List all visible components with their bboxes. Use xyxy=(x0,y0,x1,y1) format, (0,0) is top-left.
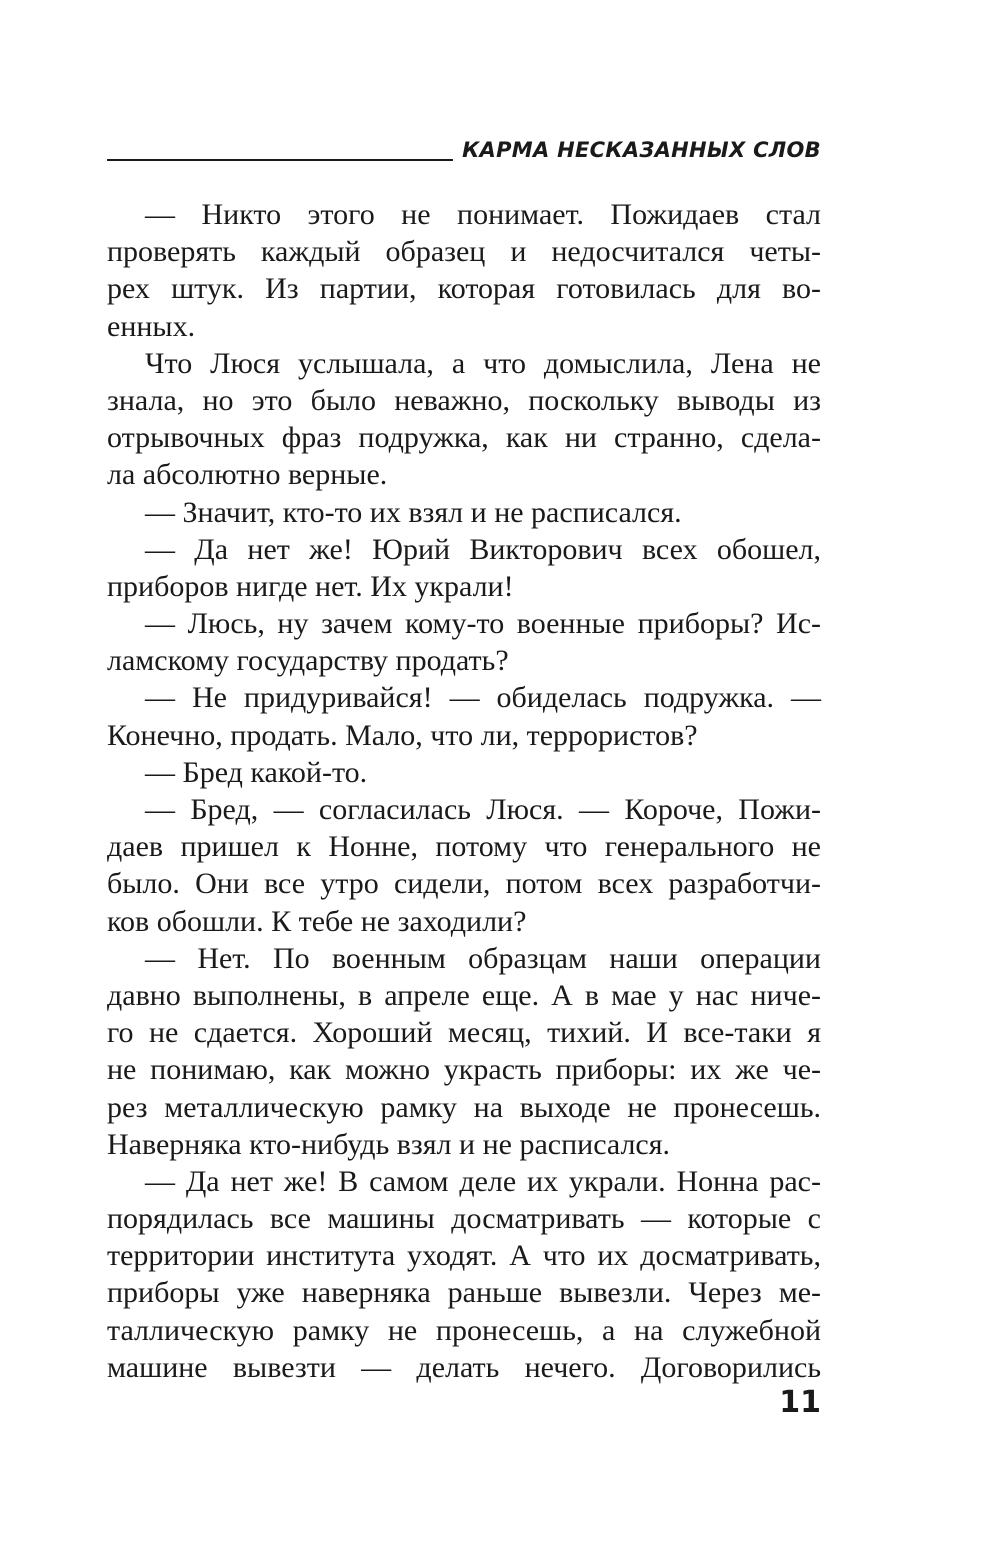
text-line: отрывочных фраз подружка, как ни странно, сдела- xyxy=(107,421,821,455)
text-line: — Да нет же! В самом деле их украли. Нонна рас- xyxy=(145,1164,821,1198)
text-line: машине вывезти — делать нечего. Договорились xyxy=(107,1350,821,1384)
text-line: — Да нет же! Юрий Викторович всех обошел, xyxy=(145,532,821,566)
text-line: не понимаю, как можно украсть приборы: их же че- xyxy=(107,1053,821,1087)
text-line: — Значит, кто-то их взял и не расписался. xyxy=(145,495,682,529)
text-line: — Бред какой-то. xyxy=(145,755,368,789)
text-line: ков обошли. К тебе не заходили? xyxy=(107,904,527,938)
body-text xyxy=(107,196,821,1386)
text-line: территории института уходят. А что их досматривать, xyxy=(107,1239,821,1273)
text-line: давно выполнены, в апреле еще. А в мае у нас ниче- xyxy=(107,978,821,1012)
text-line: знала, но это было неважно, поскольку выводы из xyxy=(107,383,821,417)
text-line: рех штук. Из партии, которая готовилась для во- xyxy=(107,272,821,306)
page-number: 11 xyxy=(779,1385,821,1420)
text-line: — Люсь, ну зачем кому-то военные приборы? Ис- xyxy=(145,607,821,641)
text-line: Что Люся услышала, а что домыслила, Лена не xyxy=(145,346,821,380)
running-head xyxy=(107,138,821,168)
text-line: ла абсолютно верные. xyxy=(107,458,388,492)
text-line: таллическую рамку не пронесешь, а на служебной xyxy=(107,1313,821,1347)
text-line: было. Они все утро сидели, потом всех разработчи- xyxy=(107,867,821,901)
header-rule xyxy=(107,159,453,161)
text-line: даев пришел к Нонне, потому что генерального не xyxy=(107,830,821,864)
text-line: порядилась все машины досматривать — которые с xyxy=(107,1202,821,1236)
text-line: енных. xyxy=(107,309,196,343)
text-line: проверять каждый образец и недосчитался четы- xyxy=(107,235,821,269)
text-line: Конечно, продать. Мало, что ли, террористов? xyxy=(107,718,698,752)
text-line: — Нет. По военным образцам наши операции xyxy=(145,941,821,975)
text-line: го не сдается. Хороший месяц, тихий. И все-таки я xyxy=(107,1016,821,1050)
text-line: — Бред, — согласилась Люся. — Короче, Пожи- xyxy=(145,793,821,826)
text-line: — Не придуривайся! — обиделась подружка. — xyxy=(145,681,821,715)
text-line: ламскому государству продать? xyxy=(107,644,509,678)
text-line: приборы уже наверняка раньше вывезли. Через ме- xyxy=(107,1276,821,1310)
text-line: Наверняка кто-нибудь взял и не расписался. xyxy=(107,1127,671,1161)
text-line: рез металлическую рамку на выходе не пронесешь. xyxy=(107,1090,821,1124)
running-head-title: КАРМА НЕСКАЗАННЫХ СЛОВ xyxy=(462,138,821,162)
text-line: — Никто этого не понимает. Пожидаев стал xyxy=(145,198,821,231)
text-line: приборов нигде нет. Их украли! xyxy=(107,569,514,603)
